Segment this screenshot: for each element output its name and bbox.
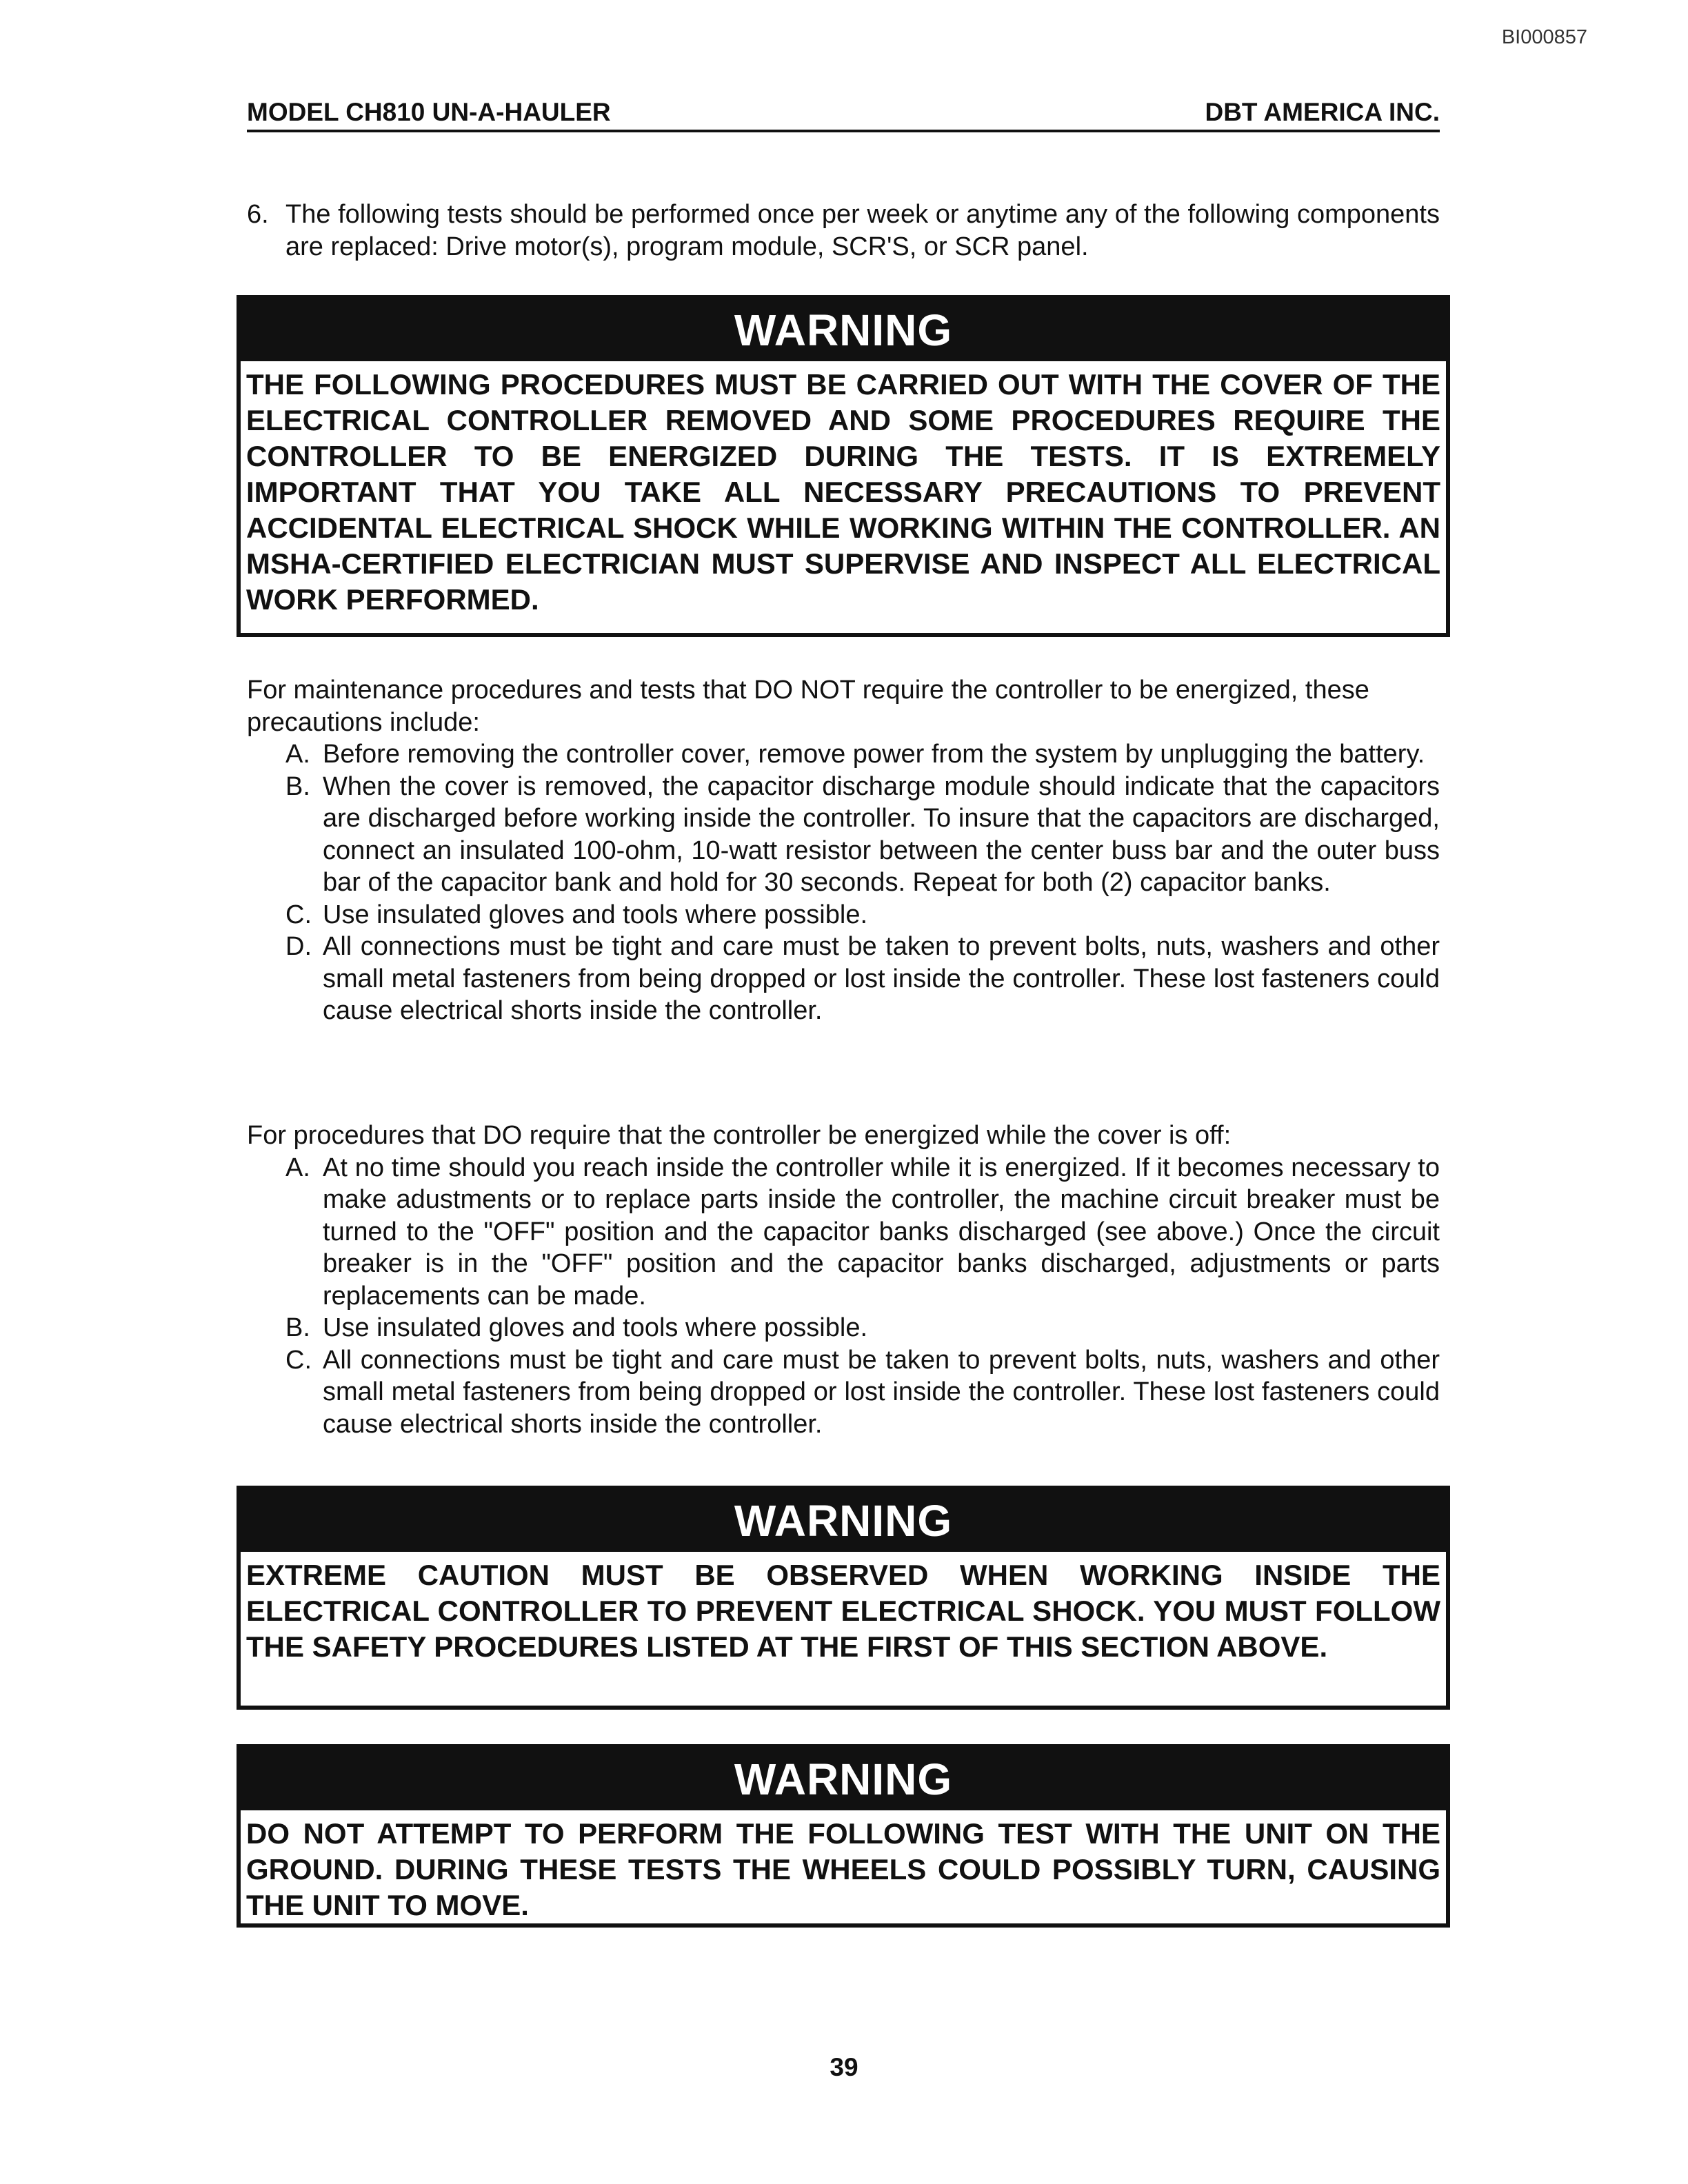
section-intro: For maintenance procedures and tests that DO NOT require the controller to be energized, these precautions include: <box>247 676 1369 737</box>
list-item-letter: A. <box>285 740 310 769</box>
list-item-letter: B. <box>285 1313 310 1342</box>
header-company: DBT AMERICA INC. <box>1205 98 1440 126</box>
header-model: MODEL CH810 UN-A-HAULER <box>247 98 611 126</box>
warning-text: EXTREME CAUTION MUST BE OBSERVED WHEN WORKING INSIDE THE ELECTRICAL CONTROLLER TO PREVENT ELECTRICAL SHOCK. YOU MUST FOLLOW THE SAFETY PROCEDURES LISTED AT THE FIRST OF THIS SECTION ABOVE. <box>246 1559 1440 1663</box>
page-number: 39 <box>830 2053 858 2081</box>
warning-title: WARNING <box>241 1748 1446 1810</box>
intro-text: The following tests should be performed once per week or anytime any of the following components are replaced: Drive motor(s), program module, SCR'S, or SCR panel. <box>285 200 1440 261</box>
list-item <box>247 1152 1440 1313</box>
list-item-text: When the cover is removed, the capacitor discharge module should indicate that the capacitors are discharged before working inside the controller. To insure that the capacitors are discharged, connect an insulated 100-ohm, 10-watt resistor between the center buss bar and the outer buss bar of the capacitor bank and hold for 30 seconds. Repeat for both (2) capacitor banks. <box>323 771 1440 897</box>
list-item-text: At no time should you reach inside the controller while it is energized. If it becomes necessary to make adustments or to replace parts inside the controller, the machine circuit breaker must be turned to the "OFF" position and the capacitor banks discharged (see above.) Once the circuit breaker is in the "OFF" position and the capacitor banks discharged, adjustments or parts replacements can be made. <box>323 1153 1440 1311</box>
document-id: BI000857 <box>1501 26 1587 48</box>
list-item-text: Before removing the controller cover, remove power from the system by unplugging the battery. <box>323 740 1425 769</box>
list-item <box>247 738 1440 771</box>
warning-title: WARNING <box>241 1490 1446 1552</box>
intro-number: 6. <box>247 200 269 229</box>
list-item <box>247 1344 1440 1441</box>
warning-title: WARNING <box>241 299 1446 361</box>
warning-box-unit-on-ground <box>237 1744 1450 1928</box>
list-item <box>247 771 1440 899</box>
list-item-text: All connections must be tight and care must be taken to prevent bolts, nuts, washers and other small metal fasteners from being dropped or lost inside the controller. These lost fasteners could cause electrical shorts inside the controller. <box>323 932 1440 1025</box>
list-item-letter: B. <box>285 771 310 801</box>
list-item-letter: A. <box>285 1153 310 1182</box>
page-header <box>247 98 1440 132</box>
list-item <box>247 931 1440 1027</box>
precautions-not-energized <box>247 674 1440 1027</box>
warning-text: THE FOLLOWING PROCEDURES MUST BE CARRIED OUT WITH THE COVER OF THE ELECTRICAL CONTROLLER REMOVED AND SOME PROCEDURES REQUIRE THE CONTROLLER TO BE ENERGIZED DURING THE TESTS. IT IS EXTREMELY IMPORTANT THAT YOU TAKE ALL NECESSARY PRECAUTIONS TO PREVENT ACCIDENTAL ELECTRICAL SHOCK WHILE WORKING WITHIN THE CONTROLLER. AN MSHA-CERTIFIED ELECTRICIAN MUST SUPERVISE AND INSPECT ALL ELECTRICAL WORK PERFORMED. <box>246 368 1440 616</box>
list-item-letter: C. <box>285 1345 312 1375</box>
warning-text: DO NOT ATTEMPT TO PERFORM THE FOLLOWING TEST WITH THE UNIT ON THE GROUND. DURING THESE TESTS THE WHEELS COULD POSSIBLY TURN, CAUSING THE UNIT TO MOVE. <box>246 1817 1440 1921</box>
list-item-text: Use insulated gloves and tools where possible. <box>323 1313 868 1342</box>
list-item-letter: C. <box>285 900 312 929</box>
list-item-text: Use insulated gloves and tools where possible. <box>323 900 868 929</box>
warning-box-extreme-caution <box>237 1486 1450 1710</box>
warning-box-controller-cover <box>237 295 1450 637</box>
list-item <box>247 899 1440 931</box>
list-item <box>247 1312 1440 1344</box>
precautions-energized <box>247 1120 1440 1440</box>
list-item-letter: D. <box>285 932 312 961</box>
list-item-text: All connections must be tight and care must be taken to prevent bolts, nuts, washers and other small metal fasteners from being dropped or lost inside the controller. These lost fasteners could cause electrical shorts inside the controller. <box>323 1345 1440 1439</box>
section-intro: For procedures that DO require that the controller be energized while the cover is off: <box>247 1121 1232 1150</box>
intro-paragraph <box>247 199 1440 263</box>
